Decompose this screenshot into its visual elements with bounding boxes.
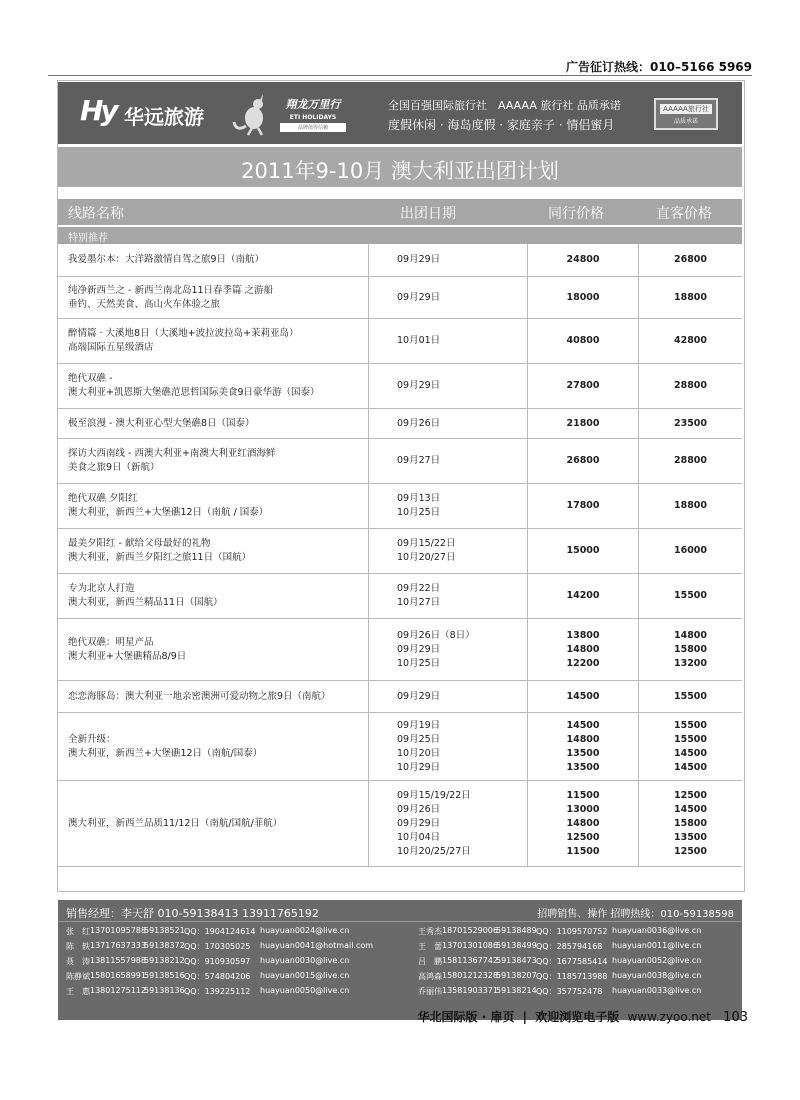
column-divider <box>368 574 369 618</box>
contact-email[interactable]: huayuan0011@live.cn <box>612 941 702 950</box>
column-divider <box>527 574 528 618</box>
trade-price-cell <box>528 409 638 438</box>
price-value: 13000 <box>566 803 600 815</box>
contact-tel: 59138521 <box>144 926 185 935</box>
price-value: 13500 <box>566 761 600 773</box>
direct-price-cell <box>639 781 742 866</box>
column-divider <box>527 364 528 408</box>
price-value: 14800 <box>566 733 600 745</box>
price-value: 26800 <box>673 254 708 265</box>
departure-date: 09月29日 <box>397 690 441 702</box>
contact-qq: QQ：1677585414 <box>536 957 608 966</box>
trade-price-cell <box>528 713 638 780</box>
contact-email[interactable]: huayuan0024@live.cn <box>260 926 350 935</box>
price-value: 14200 <box>566 590 600 601</box>
price-value: 12500 <box>673 789 708 801</box>
departure-date: 10月29日 <box>397 761 441 773</box>
price-value: 15800 <box>673 643 708 655</box>
route-line: 垂钓、天然美食、高山火车体验之旅 <box>68 298 221 310</box>
footer-divider <box>58 921 742 922</box>
date-cell <box>369 364 527 408</box>
price-value: 11500 <box>566 845 600 857</box>
date-cell <box>369 619 527 680</box>
price-value: 18800 <box>673 291 708 303</box>
contact-mobile: 13801275112 <box>90 986 146 995</box>
route-line: 纯净新西兰之 - 新西兰南北岛11日春季篇 之游船 <box>68 284 274 296</box>
trade-price-cell <box>528 364 638 408</box>
departure-date: 09月15/19/22日 <box>397 789 471 801</box>
eti-logo-cn: 翔龙万里行 <box>285 98 341 111</box>
route-line: 专为北京人打造 <box>68 583 135 594</box>
column-divider <box>368 713 369 780</box>
route-cell <box>58 574 368 618</box>
col-date: 出团日期 <box>400 206 456 222</box>
departure-date: 10月20/25/27日 <box>397 845 471 857</box>
contact-email[interactable]: huayuan0033@live.cn <box>612 986 702 995</box>
site-url[interactable]: www.zyoo.net <box>627 1010 711 1024</box>
trade-price-cell <box>528 619 638 680</box>
table-row <box>58 574 742 619</box>
column-divider <box>638 574 639 618</box>
price-value: 15500 <box>673 590 708 601</box>
kangaroo-icon <box>232 92 276 136</box>
ad-hotline: 广告征订热线：010–5166 5969 <box>565 60 752 74</box>
contact-mobile: 13701095788 <box>90 926 146 935</box>
page-title: 2011年9-10月 澳大利亚出团计划 <box>241 159 559 183</box>
date-cell <box>369 439 527 483</box>
slogan-line-1: 全国百强国际旅行社 AAAAA 旅行社 品质承诺 <box>388 99 621 112</box>
sales-manager: 销售经理：李天舒 010-59138413 13911765192 <box>66 907 319 920</box>
departure-date: 10月25日 <box>397 507 441 518</box>
table-row <box>58 439 742 484</box>
contact-tel: 59138212 <box>144 956 185 965</box>
departure-date: 10月01日 <box>397 335 441 346</box>
column-divider <box>638 439 639 483</box>
contact-email[interactable]: huayuan0052@live.cn <box>612 956 702 965</box>
direct-price-cell <box>639 439 742 483</box>
welcome-text: 欢迎浏览电子版 <box>535 1010 620 1024</box>
column-divider <box>638 277 639 318</box>
price-value: 14800 <box>566 643 600 655</box>
huayuan-logo-icon: Hy <box>80 94 116 127</box>
column-divider <box>638 364 639 408</box>
price-value: 13500 <box>673 831 708 843</box>
column-divider <box>368 439 369 483</box>
price-value: 12200 <box>566 657 600 669</box>
route-cell <box>58 244 368 276</box>
column-divider <box>368 409 369 438</box>
contact-mobile: 15801212328 <box>442 971 498 980</box>
column-divider <box>527 781 528 866</box>
price-value: 14500 <box>673 747 708 759</box>
contact-qq: QQ：139225112 <box>184 987 251 996</box>
column-divider <box>638 244 639 276</box>
route-line: 醉情篇 · 大溪地8日（大溪地+波拉波拉岛+茉莉亚岛） <box>68 328 299 339</box>
quality-badge <box>654 98 718 130</box>
contact-name: 陈静斌 <box>66 972 90 981</box>
contact-mobile: 13701301086 <box>442 941 498 950</box>
price-value: 21800 <box>566 417 600 429</box>
price-value: 24800 <box>566 254 600 265</box>
price-value: 16000 <box>673 545 708 556</box>
departure-date: 09月25日 <box>397 733 441 745</box>
direct-price-cell <box>639 364 742 408</box>
header-rule <box>48 75 752 76</box>
route-line: 恋恋海豚岛：澳大利亚一地亲密澳洲可爱动物之旅9日（南航） <box>68 690 331 702</box>
column-divider <box>638 619 639 680</box>
column-divider <box>368 244 369 276</box>
date-cell <box>369 713 527 780</box>
table-row <box>58 781 742 867</box>
price-value: 15500 <box>673 719 708 731</box>
contact-mobile: 13581903371 <box>442 986 498 995</box>
departure-date: 09月26日 <box>397 417 441 429</box>
direct-price-cell <box>639 277 742 318</box>
eti-logo-tag: 品牌值得信赖 <box>280 123 346 132</box>
table-row <box>58 529 742 574</box>
table-row <box>58 319 742 364</box>
title-bar <box>58 147 742 187</box>
price-value: 14800 <box>566 817 600 829</box>
contact-tel: 59138136 <box>144 986 185 995</box>
price-value: 15500 <box>673 733 708 745</box>
route-cell <box>58 529 368 573</box>
column-divider <box>638 781 639 866</box>
route-cell <box>58 619 368 680</box>
price-value: 23500 <box>673 417 708 429</box>
contact-qq: QQ：357752478 <box>536 987 603 996</box>
route-line: 美食之旅9日（新航） <box>68 462 160 473</box>
table-row <box>58 409 742 439</box>
departure-date: 09月29日 <box>397 291 441 303</box>
price-value: 28800 <box>673 380 708 391</box>
route-line: 绝代双礁 - <box>68 373 113 384</box>
route-line: 高端国际五星级酒店 <box>68 342 154 353</box>
contact-email[interactable]: huayuan0050@live.cn <box>260 986 350 995</box>
departure-date: 09月27日 <box>397 455 441 466</box>
route-cell <box>58 681 368 712</box>
price-value: 14500 <box>566 719 600 731</box>
price-value: 18000 <box>566 291 600 303</box>
departure-date: 09月13日 <box>397 493 441 504</box>
section-label: 华北国际版 · 扉页 <box>417 1010 515 1024</box>
route-line: 澳大利亚+凯恩斯大堡礁范思哲国际美食9日豪华游（国泰） <box>68 387 320 398</box>
route-line: 澳大利亚，新西兰+大堡礁12日（南航 / 国泰） <box>68 507 269 518</box>
price-value: 18800 <box>673 500 708 511</box>
route-line: 澳大利亚，新西兰+大堡礁12日（南航/国泰） <box>68 747 263 759</box>
departure-date: 09月26日（8日） <box>397 629 475 641</box>
page-number: 103 <box>723 1010 748 1025</box>
contact-tel: 59138516 <box>144 971 185 980</box>
departure-date: 09月29日 <box>397 254 441 265</box>
price-value: 14500 <box>566 690 600 702</box>
contact-qq: QQ：285794168 <box>536 942 603 951</box>
price-value: 14800 <box>673 629 708 641</box>
special-recommend-label: 特别推荐 <box>68 233 108 244</box>
column-divider <box>368 277 369 318</box>
contact-tel: 59138489 <box>496 926 537 935</box>
contact-qq: QQ：1109570752 <box>536 927 608 936</box>
departure-date: 09月22日 <box>397 583 441 594</box>
contact-email[interactable]: huayuan0036@live.cn <box>612 926 702 935</box>
column-divider <box>638 713 639 780</box>
departure-date: 09月29日 <box>397 380 441 391</box>
trade-price-cell <box>528 529 638 573</box>
col-direct-price: 直客价格 <box>656 206 712 222</box>
route-cell <box>58 277 368 318</box>
contact-name: 陈 轶 <box>66 942 90 951</box>
departure-date: 10月27日 <box>397 597 441 608</box>
contact-email[interactable]: huayuan0030@live.cn <box>260 956 350 965</box>
contact-mobile: 18701529006 <box>442 926 498 935</box>
route-line: 探访大西南线 - 西澳大利亚+南澳大利亚红酒海鲜 <box>68 448 276 459</box>
departure-date: 09月26日 <box>397 803 441 815</box>
price-value: 40800 <box>566 335 600 346</box>
page-footer <box>418 1008 748 1025</box>
departure-date: 10月25日 <box>397 657 441 669</box>
eti-holidays-logo <box>280 96 346 132</box>
route-cell <box>58 409 368 438</box>
direct-price-cell <box>639 244 742 276</box>
table-row <box>58 713 742 781</box>
departure-date: 10月20/27日 <box>397 552 456 563</box>
route-cell <box>58 439 368 483</box>
price-value: 14500 <box>673 803 708 815</box>
direct-price-cell <box>639 409 742 438</box>
table-row <box>58 619 742 681</box>
column-divider <box>368 619 369 680</box>
contact-qq: QQ：1904124614 <box>184 927 256 936</box>
date-cell <box>369 574 527 618</box>
route-cell <box>58 781 368 866</box>
column-divider <box>527 244 528 276</box>
footer-separator: | <box>522 1010 528 1024</box>
price-value: 15000 <box>566 545 600 556</box>
column-divider <box>368 681 369 712</box>
table-row <box>58 244 742 277</box>
column-divider <box>368 364 369 408</box>
badge-text-1: AAAAA旅行社 <box>660 104 712 114</box>
column-divider <box>527 277 528 318</box>
column-divider <box>638 529 639 573</box>
date-cell <box>369 244 527 276</box>
price-value: 14500 <box>673 761 708 773</box>
contact-email[interactable]: huayuan0041@hotmail.com <box>260 941 374 950</box>
contact-tel: 59138214 <box>496 986 537 995</box>
column-divider <box>527 619 528 680</box>
table-row <box>58 484 742 529</box>
column-divider <box>638 409 639 438</box>
price-value: 12500 <box>566 831 600 843</box>
trade-price-cell <box>528 574 638 618</box>
special-recommend-bar <box>58 227 742 244</box>
departure-date: 10月04日 <box>397 831 441 843</box>
contact-footer <box>58 900 742 1020</box>
contact-tel: 59138473 <box>496 956 537 965</box>
departure-date: 09月15/22日 <box>397 538 456 549</box>
contact-mobile: 15811367742 <box>442 956 498 965</box>
contact-name: 王 惠 <box>66 987 90 996</box>
direct-price-cell <box>639 319 742 363</box>
price-value: 27800 <box>566 380 600 391</box>
route-line: 澳大利亚，新西兰夕阳红之旅11日（国航） <box>68 552 252 563</box>
date-cell <box>369 484 527 528</box>
route-line: 澳大利亚+大堡礁精品8/9日 <box>68 650 187 662</box>
column-divider <box>527 681 528 712</box>
date-cell <box>369 681 527 712</box>
trade-price-cell <box>528 439 638 483</box>
direct-price-cell <box>639 681 742 712</box>
route-cell <box>58 319 368 363</box>
route-line: 我爱墨尔本：大洋路激情自驾之旅9日（南航） <box>68 254 265 265</box>
contact-mobile: 15801658991 <box>90 971 146 980</box>
contact-mobile: 13717637333 <box>90 941 146 950</box>
date-cell <box>369 409 527 438</box>
trade-price-cell <box>528 484 638 528</box>
price-value: 13200 <box>673 657 708 669</box>
table-row <box>58 681 742 713</box>
departure-date: 10月20日 <box>397 747 441 759</box>
contact-tel: 59138207 <box>496 971 537 980</box>
date-cell <box>369 781 527 866</box>
route-cell <box>58 484 368 528</box>
brand-banner <box>58 82 742 144</box>
recruit-hotline: 招聘销售、操作 招聘热线：010-59138598 <box>537 909 734 920</box>
contact-qq: QQ：170305025 <box>184 942 251 951</box>
column-divider <box>368 781 369 866</box>
badge-text-2: 品质承诺 <box>673 118 698 125</box>
slogan-line-2: 度假休闲 · 海岛度假 · 家庭亲子 · 情侣蜜月 <box>388 118 615 132</box>
contact-tel: 59138499 <box>496 941 537 950</box>
trade-price-cell <box>528 781 638 866</box>
departure-date: 09月19日 <box>397 719 441 731</box>
direct-price-cell <box>639 529 742 573</box>
route-line: 绝代双礁 夕阳红 <box>68 493 138 504</box>
price-value: 15500 <box>673 690 708 702</box>
price-value: 13800 <box>566 629 600 641</box>
contact-email[interactable]: huayuan0015@live.cn <box>260 971 350 980</box>
contact-name: 高鸿森 <box>418 972 442 981</box>
column-divider <box>527 409 528 438</box>
contact-qq: QQ：910930597 <box>184 957 251 966</box>
contact-name: 吕 鹏 <box>418 957 442 966</box>
column-divider <box>638 484 639 528</box>
departure-date: 09月29日 <box>397 817 441 829</box>
column-divider <box>527 439 528 483</box>
contact-email[interactable]: huayuan0038@live.cn <box>612 971 702 980</box>
direct-price-cell <box>639 713 742 780</box>
contact-name: 王秀杰 <box>418 927 442 936</box>
column-divider <box>368 484 369 528</box>
departure-date: 09月29日 <box>397 643 441 655</box>
date-cell <box>369 277 527 318</box>
column-divider <box>527 319 528 363</box>
price-value: 17800 <box>566 500 600 511</box>
trade-price-cell <box>528 319 638 363</box>
contact-tel: 59138372 <box>144 941 185 950</box>
table-row <box>58 364 742 409</box>
direct-price-cell <box>639 484 742 528</box>
route-line: 极至浪漫 - 澳大利亚心型大堡礁8日（国泰） <box>68 417 255 429</box>
col-route: 线路名称 <box>68 206 124 222</box>
column-divider <box>368 529 369 573</box>
column-divider <box>527 484 528 528</box>
trade-price-cell <box>528 277 638 318</box>
trade-price-cell <box>528 681 638 712</box>
route-line: 澳大利亚，新西兰精品11日（国航） <box>68 597 223 608</box>
price-value: 15800 <box>673 817 708 829</box>
table-row <box>58 277 742 319</box>
route-line: 绝代双礁：明星产品 <box>68 636 154 648</box>
trade-price-cell <box>528 244 638 276</box>
price-value: 28800 <box>673 455 708 466</box>
price-value: 13500 <box>566 747 600 759</box>
contact-mobile: 13811557988 <box>90 956 146 965</box>
route-line: 澳大利亚，新西兰品质11/12日（南航/国航/菲航） <box>68 817 283 829</box>
column-divider <box>638 681 639 712</box>
col-trade-price: 同行价格 <box>548 206 604 222</box>
route-cell <box>58 364 368 408</box>
contact-name: 王 蕾 <box>418 942 442 951</box>
date-cell <box>369 319 527 363</box>
route-line: 最美夕阳红 - 献给父母最好的礼物 <box>68 538 211 549</box>
contact-name: 张 红 <box>66 927 90 936</box>
column-divider <box>527 713 528 780</box>
huayuan-logo-text: 华远旅游 <box>124 105 204 129</box>
column-divider <box>368 319 369 363</box>
contact-name: 乔丽伟 <box>418 987 442 996</box>
contact-name: 聂 涛 <box>66 957 90 966</box>
direct-price-cell <box>639 619 742 680</box>
column-divider <box>638 319 639 363</box>
contact-qq: QQ：574804206 <box>184 972 251 981</box>
column-divider <box>527 529 528 573</box>
table-header <box>58 199 742 225</box>
route-line: 全新升级： <box>68 733 116 745</box>
route-cell <box>58 713 368 780</box>
eti-logo-en: ETI HOLIDAYS <box>289 114 337 121</box>
price-value: 26800 <box>566 455 600 466</box>
price-value: 11500 <box>566 789 600 801</box>
date-cell <box>369 529 527 573</box>
price-value: 12500 <box>673 845 708 857</box>
direct-price-cell <box>639 574 742 618</box>
price-value: 42800 <box>673 335 708 346</box>
contact-qq: QQ：1185713988 <box>536 972 608 981</box>
